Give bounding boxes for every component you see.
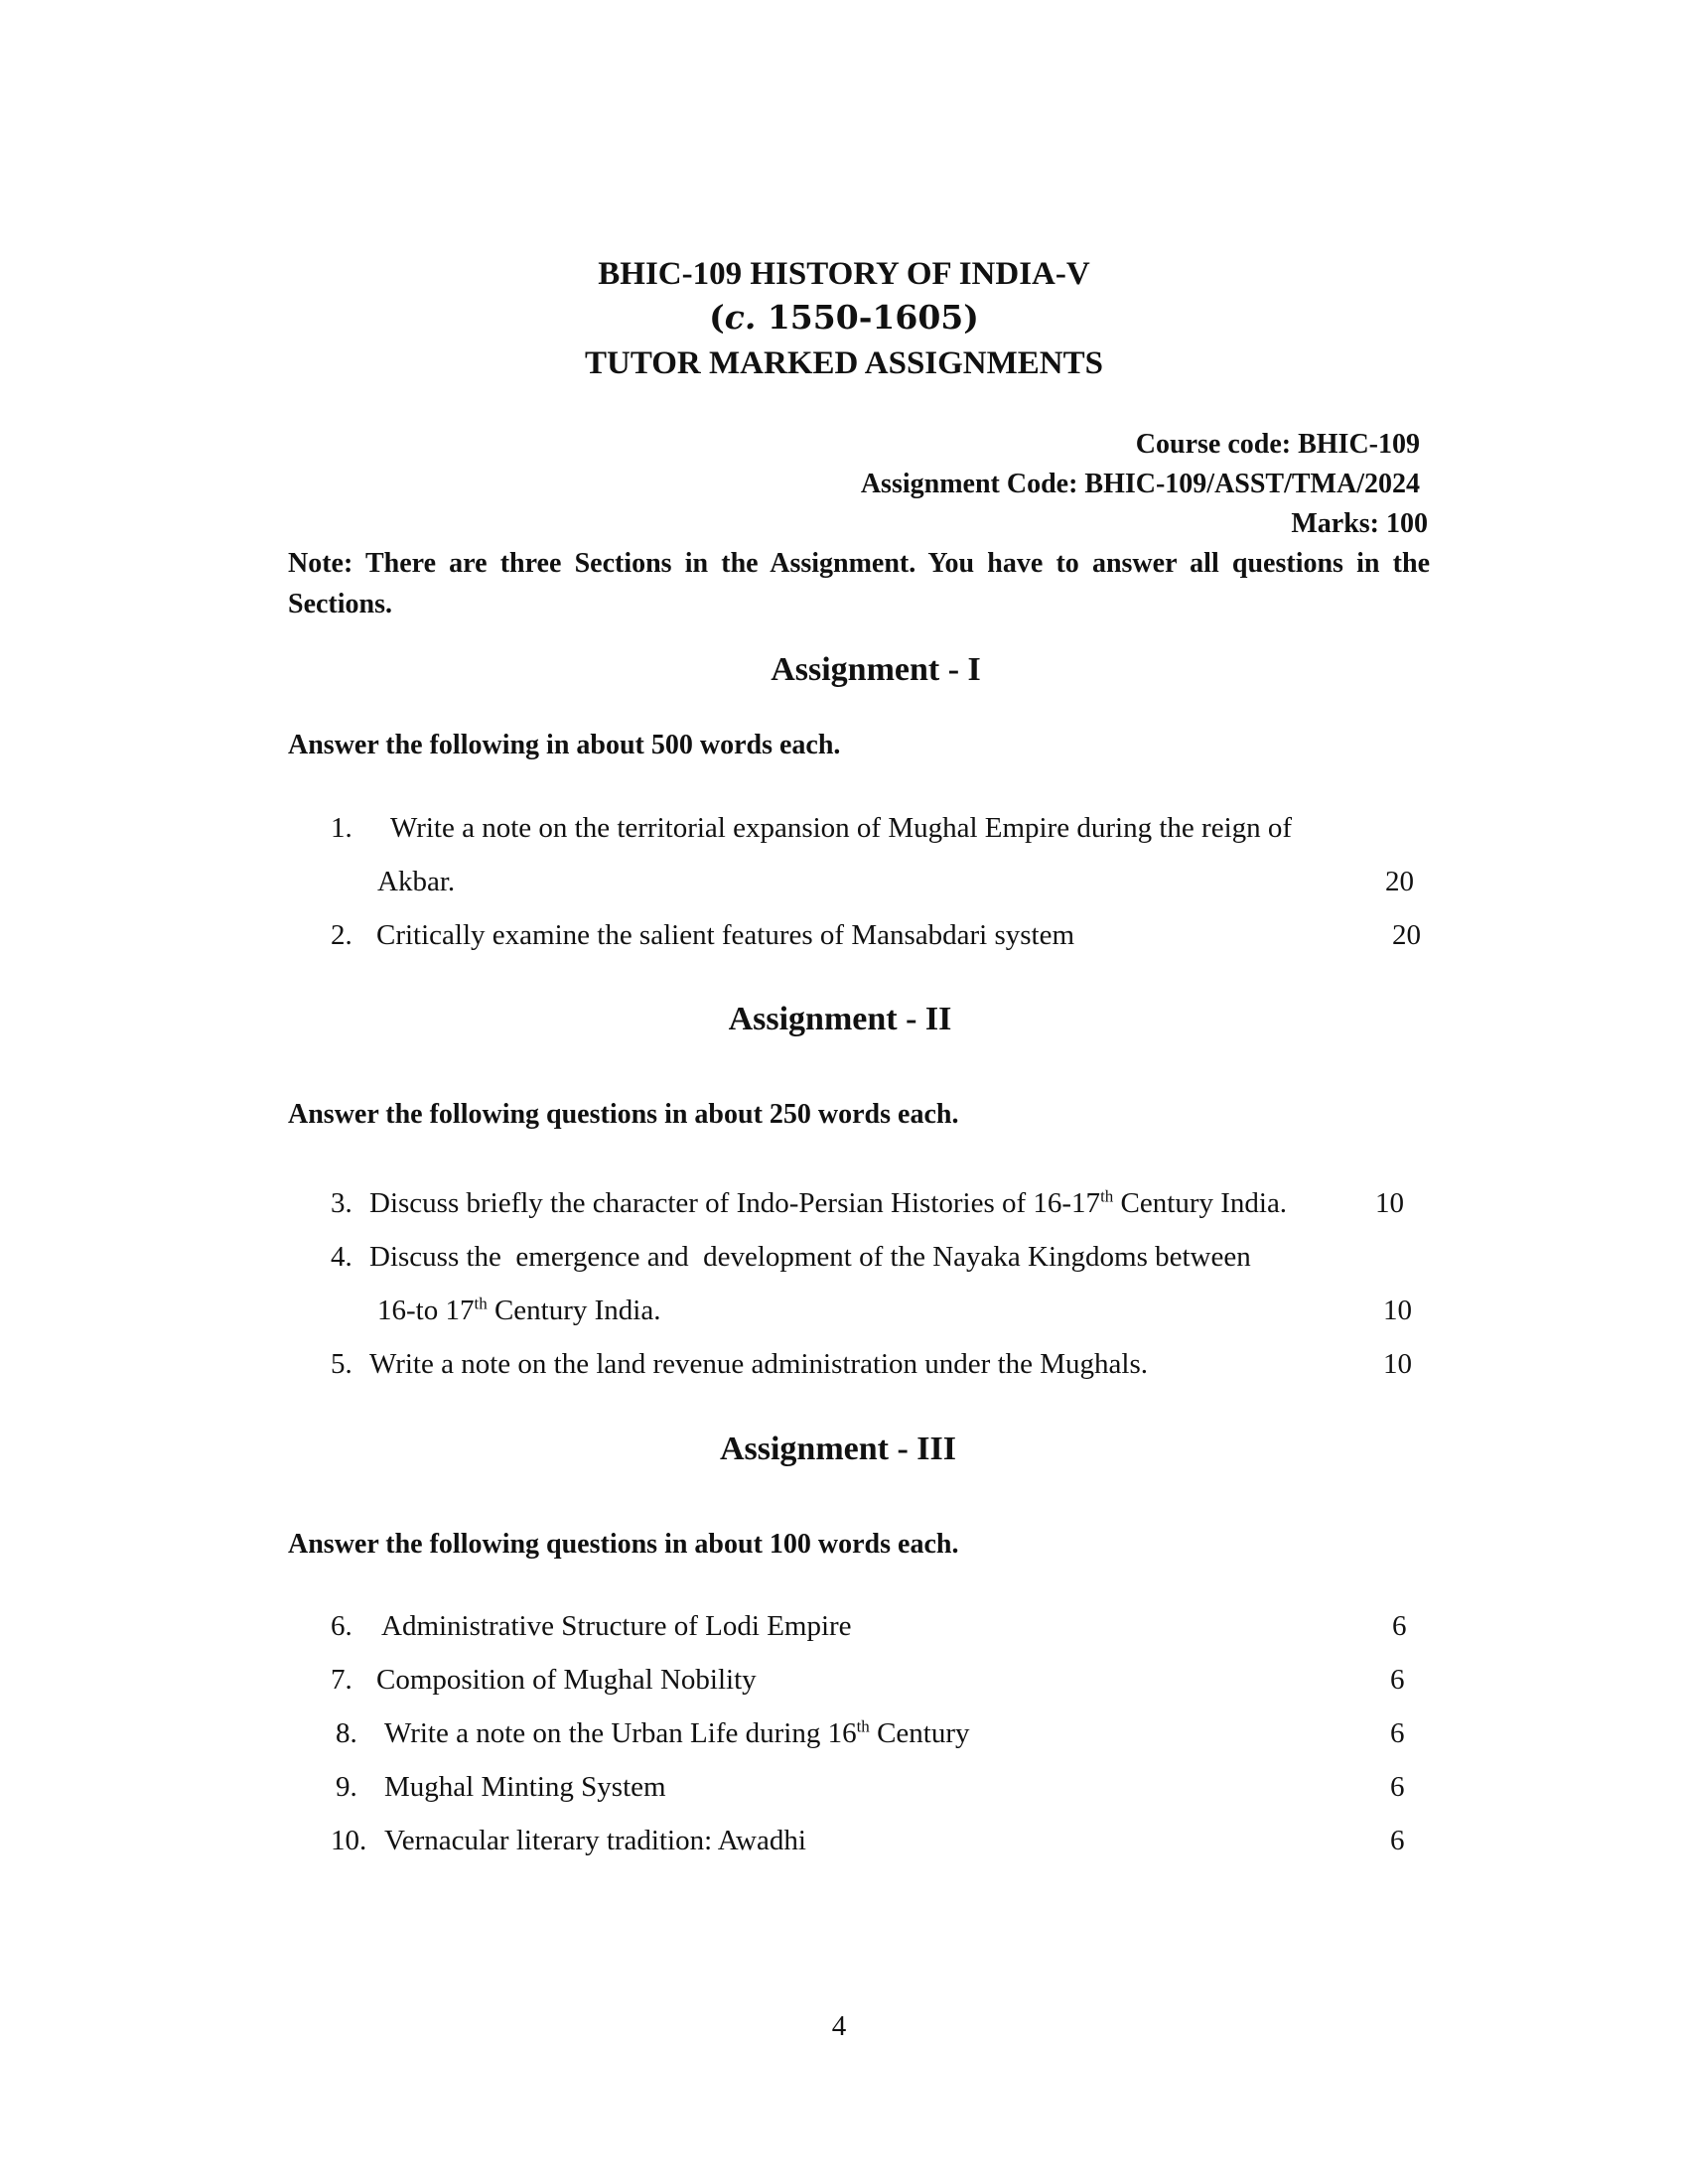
section-heading-2: Assignment - II [728, 1001, 952, 1037]
question-marks: 6 [1390, 1771, 1405, 1803]
question-marks: 20 [1385, 866, 1414, 897]
question-text: Composition of Mughal Nobility [376, 1664, 757, 1696]
question-text: Mughal Minting System [384, 1771, 666, 1803]
question-marks: 10 [1383, 1295, 1412, 1326]
question-marks: 6 [1392, 1610, 1407, 1642]
question-text: Administrative Structure of Lodi Empire [381, 1610, 852, 1642]
question-text: Write a note on the land revenue administration under the Mughals. [369, 1348, 1149, 1380]
question-number: 5. [331, 1348, 352, 1380]
instructions-note: Note: There are three Sections in the Assignment. You have to answer all questions in the Sections. [288, 548, 1430, 619]
question-text: Write a note on the Urban Life during 16th Century [384, 1716, 970, 1749]
section-instruction-3: Answer the following questions in about 100 words each. [288, 1529, 959, 1560]
question-text: 16-to 17th Century India. [377, 1294, 661, 1326]
question-number: 2. [331, 919, 352, 951]
question-text: Vernacular literary tradition: Awadhi [384, 1825, 806, 1856]
question-marks: 10 [1383, 1348, 1412, 1380]
question-marks: 6 [1390, 1825, 1405, 1856]
question-marks: 6 [1390, 1664, 1405, 1696]
assignment-code: Assignment Code: BHIC-109/ASST/TMA/2024 [860, 469, 1420, 499]
section-heading-1: Assignment - I [771, 651, 981, 688]
question-number: 8. [336, 1717, 357, 1749]
question-number: 9. [336, 1771, 357, 1803]
question-number: 6. [331, 1610, 352, 1642]
document-subtitle: TUTOR MARKED ASSIGNMENTS [585, 345, 1103, 381]
page-number: 4 [831, 2010, 847, 2042]
question-number: 7. [331, 1664, 352, 1696]
question-text: Write a note on the territorial expansion of Mughal Empire during the reign of [390, 812, 1293, 844]
question-marks: 6 [1390, 1717, 1405, 1749]
section-heading-3: Assignment - III [719, 1431, 957, 1467]
section-instruction-1: Answer the following in about 500 words each. [288, 730, 841, 760]
course-code: Course code: BHIC-109 [1135, 429, 1420, 460]
question-text: Critically examine the salient features of Mansabdari system [376, 919, 1075, 951]
question-marks: 10 [1375, 1187, 1404, 1219]
question-number: 4. [331, 1241, 352, 1273]
course-title: BHIC-109 HISTORY OF INDIA-V [598, 256, 1090, 292]
period-subtitle: (c. 1550-1605) [709, 298, 979, 337]
question-text: Discuss the emergence and development of the Nayaka Kingdoms between [369, 1241, 1251, 1273]
question-number: 1. [331, 812, 352, 844]
question-marks: 20 [1392, 919, 1421, 951]
total-marks: Marks: 100 [1291, 508, 1428, 539]
section-instruction-2: Answer the following questions in about 250 words each. [288, 1099, 959, 1130]
question-number: 3. [331, 1187, 352, 1219]
question-text: Akbar. [377, 866, 456, 897]
question-text: Discuss briefly the character of Indo-Persian Histories of 16-17th Century India. [369, 1186, 1288, 1219]
circa-abbrev: c. [724, 298, 757, 337]
question-number: 10. [331, 1825, 367, 1856]
